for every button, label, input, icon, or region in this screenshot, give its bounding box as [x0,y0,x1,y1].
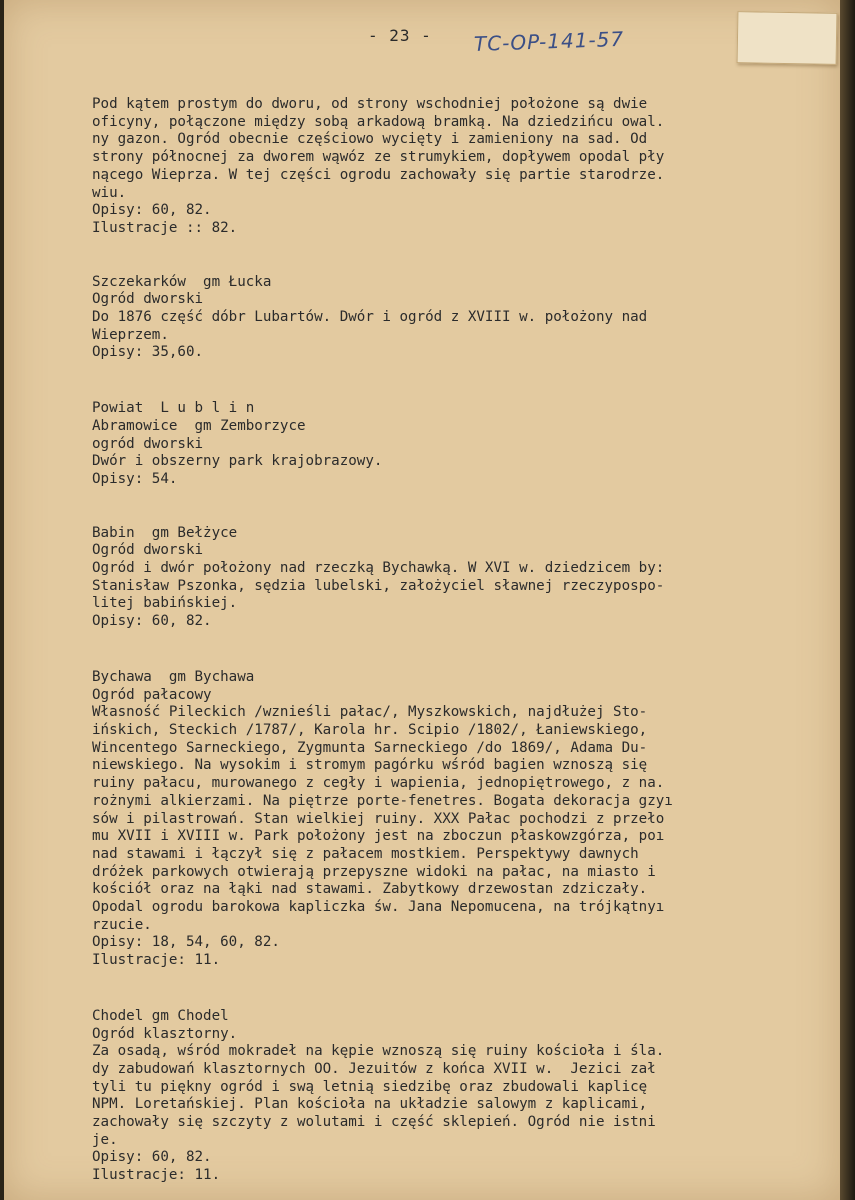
entry-type: ogród dworski [92,435,204,452]
text-line: ny gazon. Ogród obecnie częściowo wycięty i zamieniony na sad. Od [92,131,648,148]
text-line: mu XVII i XVIII w. Park położony jest na zboczun płaskowzgórza, poı [92,828,665,845]
lead-paragraph-block [92,96,837,238]
text-line: sów i pilastrowań. Stan wielkiej ruiny. XXX Pałac pochodzi z przeło [92,810,665,827]
text-line: zachowały się szczyty z wolutami i część sklepień. Ogród nie istni [92,1114,656,1131]
entry-type: Ogród dworski [92,542,204,559]
text-line: rożnymi alkierzami. Na piętrze porte-fenetres. Bogata dekoracja gzyı [92,792,673,809]
text-line: Opisy: 60, 82. [92,1149,212,1166]
entry-szczekarkow [92,274,837,363]
text-line: Pod kątem prostym do dworu, od strony wschodniej położone są dwie [92,96,648,112]
text-line: nad stawami i łączył się z pałacem mostkiem. Perspektywy dawnych [92,845,639,862]
text-line: Wieprzem. [92,326,169,343]
scan-background-edge [840,0,855,1200]
page-number: - 23 - [368,26,432,45]
text-line: Opodal ogrodu barokowa kapliczka św. Jana Nepomucena, na trójkątnyı [92,899,665,916]
entry-bychawa [92,669,837,970]
handwritten-reference-note: TC-OP-141-57 [473,26,625,56]
text-line: Ilustracje: 11. [92,952,221,969]
text-line: nącego Wieprza. W tej części ogrodu zachowały się partie starodrze. [92,166,665,183]
entry-heading: Chodel gm Chodel [92,1007,229,1024]
text-line: kościół oraz na łąki nad stawami. Zabytkowy drzewostan zdziczały. [92,881,648,898]
entry-type: Ogród dworski [92,291,204,308]
text-line: je. [92,1131,118,1148]
text-line: Ogród i dwór położony nad rzeczką Bychawką. W XVI w. dziedzicem by: [92,560,665,577]
text-line: tyli tu piękny ogród i swą letnią siedzibę oraz zbudowali kaplicę [92,1078,648,1095]
paper-tape-strip [737,11,838,65]
entry-heading: Babin gm Bełżyce [92,524,238,541]
entry-type: Ogród pałacowy [92,686,212,703]
text-line: NPM. Loretańskiej. Plan kościoła na układzie salowym z kaplicami, [92,1096,648,1113]
entry-heading: Bychawa gm Bychawa [92,668,255,685]
text-line: rzucie. [92,916,152,933]
entry-type: Ogród klasztorny. [92,1025,238,1042]
entry-heading: Szczekarków gm Łucka [92,273,272,290]
text-line: niewskiego. Na wysokim i stromym pagórku wśród bagien wznoszą się [92,757,648,774]
text-line: Za osadą, wśród mokradeł na kępie wznoszą się ruiny kościoła i śla. [92,1043,665,1060]
text-line: Do 1876 część dóbr Lubartów. Dwór i ogród z XVIII w. położony nad [92,309,648,326]
text-line: Ilustracje: 11. [92,1167,221,1184]
text-line: oficyny, połączone między sobą arkadową bramką. Na dziedzińcu owal. [92,113,665,130]
text-line: litej babińskiej. [92,595,238,612]
entry-babin [92,525,837,631]
text-line: Opisy: 18, 54, 60, 82. [92,934,280,951]
text-line: strony północnej za dworem wąwóz ze strumykiem, dopływem opodal pły [92,149,665,166]
text-line: dróżek parkowych otwierają przepyszne widoki na pałac, na miasto i [92,863,656,880]
text-line: Wincentego Sarneckiego, Zygmunta Sarneckiego /do 1869/, Adama Du- [92,739,648,756]
entry-chodel [92,1008,837,1185]
text-line: ruiny pałacu, murowanego z cegły i wapienia, jednopiętrowego, z na. [92,775,665,792]
typed-text-body [92,96,837,1185]
text-line: dy zabudowań klasztornych OO. Jezuitów z końca XVII w. Jezici zał [92,1060,656,1077]
text-line: Ilustracje :: 82. [92,219,238,236]
text-line: Opisy: 35,60. [92,344,204,361]
entry-abramowice [92,418,837,489]
text-line: Opisy: 60, 82. [92,202,212,219]
text-line: Stanisław Pszonka, sędzia lubelski, założyciel sławnej rzeczypospo- [92,577,665,594]
text-line: Opisy: 60, 82. [92,613,212,630]
text-line: ińskich, Steckich /1787/, Karola hr. Scipio /1802/, Łaniewskiego, [92,721,648,738]
text-line: Własność Pileckich /wznieśli pałac/, Myszkowskich, najdłużej Sto- [92,704,648,721]
entry-heading: Abramowice gm Zemborzyce [92,417,306,434]
section-heading-powiat: Powiat L u b l i n [92,400,255,417]
text-line: Dwór i obszerny park krajobrazowy. [92,453,383,470]
document-page [4,0,840,1200]
text-line: Opisy: 54. [92,470,178,487]
text-line: wiu. [92,184,127,201]
